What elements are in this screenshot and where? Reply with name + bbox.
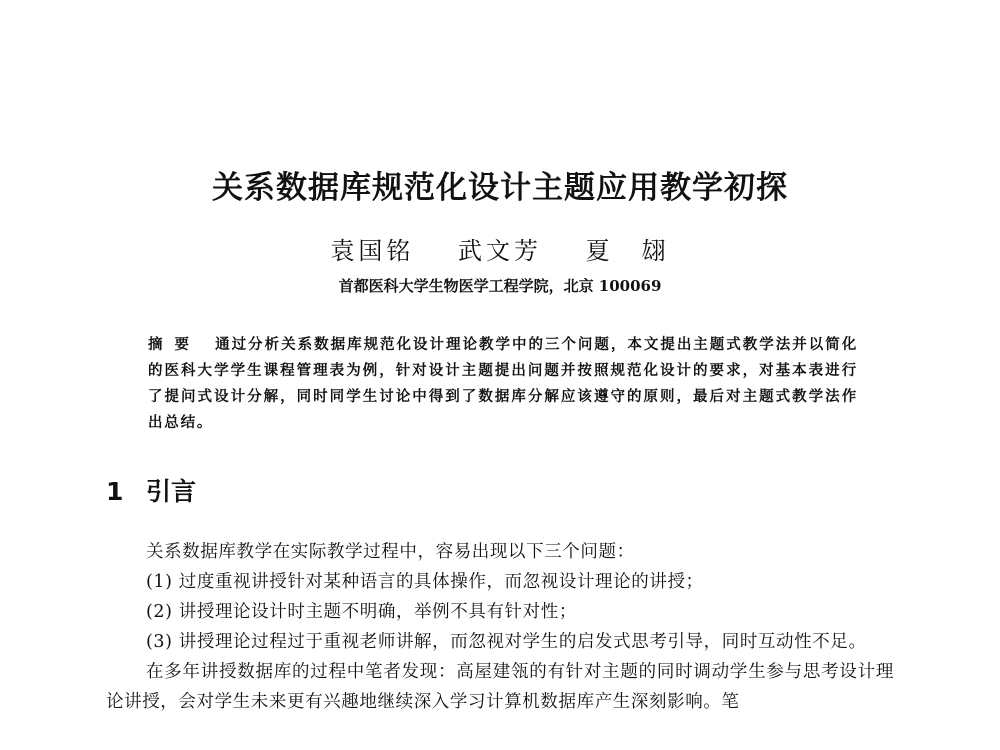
section-title: 引言 xyxy=(146,477,197,506)
author-name: 袁国铭 xyxy=(330,237,415,265)
affiliation: 首都医科大学生物医学工程学院，北京 100069 xyxy=(338,277,662,295)
author-name: 夏 翃 xyxy=(585,237,670,265)
paragraph: 关系数据库教学在实际教学过程中，容易出现以下三个问题： xyxy=(146,542,635,562)
paragraph: 在多年讲授数据库的过程中笔者发现：高屋建瓴的有针对主题的同时调动学生参与思考设计理论讲授，会对学生未来更有兴趣地继续深入学习计算机数据库产生深刻影响。笔 xyxy=(106,662,894,712)
section-number: 1 xyxy=(106,477,124,506)
section-heading xyxy=(106,474,196,510)
paragraph: (3) 讲授理论过程过于重视老师讲解，而忽视对学生的启发式思考引导，同时互动性不足。 xyxy=(146,632,867,652)
author-name: 武文芳 xyxy=(458,237,542,265)
abstract-label: 摘要 xyxy=(148,337,201,353)
abstract xyxy=(148,332,858,436)
paragraph: (2) 讲授理论设计时主题不明确，举例不具有针对性； xyxy=(146,602,577,622)
section-body xyxy=(106,537,894,717)
paper-title: 关系数据库规范化设计主题应用教学初探 xyxy=(212,170,788,206)
author-list xyxy=(0,234,1000,268)
paragraph: (1) 过度重视讲授针对某种语言的具体操作，而忽视设计理论的讲授； xyxy=(146,572,704,592)
abstract-text: 通过分析关系数据库规范化设计理论教学中的三个问题，本文提出主题式教学法并以简化的医科大学学生课程管理表为例，针对设计主题提出问题并按照规范化设计的要求，对基本表进行了提问式设计分解，同时同学生讨论中得到了数据库分解应该遵守的原则，最后对主题式教学法作出总结。 xyxy=(148,336,858,431)
